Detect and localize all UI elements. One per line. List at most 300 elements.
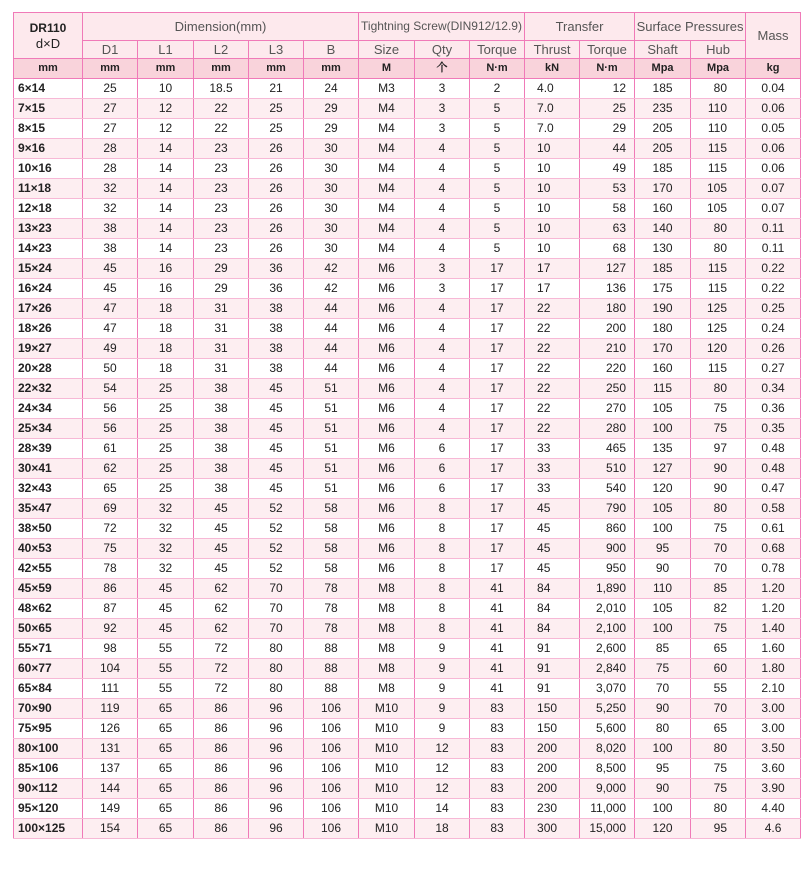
value-cell: 22 <box>194 119 249 139</box>
value-cell: 22 <box>525 359 580 379</box>
value-cell: 9 <box>415 659 470 679</box>
value-cell: 83 <box>470 759 525 779</box>
value-cell: 45 <box>194 519 249 539</box>
surface-group-header: Surface Pressures <box>635 13 746 41</box>
value-cell: 38 <box>194 439 249 459</box>
column-header: Hub <box>691 41 746 59</box>
value-cell: 250 <box>580 379 635 399</box>
table-row <box>14 779 801 799</box>
value-cell: 75 <box>635 659 691 679</box>
size-cell: 30×41 <box>14 459 83 479</box>
value-cell: 9,000 <box>580 779 635 799</box>
value-cell: 4.0 <box>525 79 580 99</box>
value-cell: 30 <box>304 139 359 159</box>
size-cell: 28×39 <box>14 439 83 459</box>
table-row <box>14 379 801 399</box>
value-cell: 111 <box>83 679 138 699</box>
size-cell: 35×47 <box>14 499 83 519</box>
value-cell: 235 <box>635 99 691 119</box>
value-cell: 4 <box>415 139 470 159</box>
size-cell: 25×34 <box>14 419 83 439</box>
value-cell: 55 <box>138 639 194 659</box>
table-body <box>14 79 801 839</box>
value-cell: 135 <box>635 439 691 459</box>
value-cell: 88 <box>304 639 359 659</box>
value-cell: 3 <box>415 99 470 119</box>
size-cell: 11×18 <box>14 179 83 199</box>
value-cell: 15,000 <box>580 819 635 839</box>
value-cell: 0.07 <box>746 199 801 219</box>
value-cell: 25 <box>249 99 304 119</box>
value-cell: 5 <box>470 139 525 159</box>
table-row <box>14 519 801 539</box>
value-cell: M6 <box>359 279 415 299</box>
value-cell: 2,100 <box>580 619 635 639</box>
size-cell: 8×15 <box>14 119 83 139</box>
value-cell: 126 <box>83 719 138 739</box>
value-cell: 28 <box>83 139 138 159</box>
value-cell: 95 <box>635 759 691 779</box>
value-cell: 7.0 <box>525 119 580 139</box>
table-row <box>14 659 801 679</box>
value-cell: 22 <box>525 339 580 359</box>
value-cell: 12 <box>580 79 635 99</box>
value-cell: 21 <box>249 79 304 99</box>
value-cell: 49 <box>83 339 138 359</box>
value-cell: 80 <box>249 679 304 699</box>
value-cell: 26 <box>249 219 304 239</box>
value-cell: 110 <box>691 99 746 119</box>
value-cell: 45 <box>138 619 194 639</box>
value-cell: 90 <box>635 779 691 799</box>
value-cell: 51 <box>304 419 359 439</box>
value-cell: 51 <box>304 439 359 459</box>
value-cell: 50 <box>83 359 138 379</box>
value-cell: 98 <box>83 639 138 659</box>
value-cell: 42 <box>304 259 359 279</box>
value-cell: 78 <box>304 599 359 619</box>
value-cell: 80 <box>691 799 746 819</box>
value-cell: 14 <box>415 799 470 819</box>
unit-cell: Mpa <box>691 59 746 79</box>
value-cell: 115 <box>691 159 746 179</box>
value-cell: 185 <box>635 79 691 99</box>
value-cell: 3.00 <box>746 719 801 739</box>
value-cell: 25 <box>249 119 304 139</box>
value-cell: 22 <box>525 319 580 339</box>
value-cell: 115 <box>691 259 746 279</box>
value-cell: 3 <box>415 119 470 139</box>
table-row <box>14 719 801 739</box>
value-cell: 150 <box>525 699 580 719</box>
size-cell: 9×16 <box>14 139 83 159</box>
value-cell: 45 <box>249 379 304 399</box>
value-cell: 154 <box>83 819 138 839</box>
size-cell: 38×50 <box>14 519 83 539</box>
value-cell: 0.06 <box>746 139 801 159</box>
value-cell: 106 <box>304 719 359 739</box>
value-cell: 280 <box>580 419 635 439</box>
size-cell: 17×26 <box>14 299 83 319</box>
value-cell: 30 <box>304 159 359 179</box>
value-cell: 23 <box>194 179 249 199</box>
size-cell: 24×34 <box>14 399 83 419</box>
value-cell: 22 <box>525 419 580 439</box>
value-cell: 149 <box>83 799 138 819</box>
table-row <box>14 559 801 579</box>
value-cell: 45 <box>83 259 138 279</box>
value-cell: 96 <box>249 779 304 799</box>
value-cell: 25 <box>138 459 194 479</box>
value-cell: 14 <box>138 199 194 219</box>
value-cell: 8 <box>415 559 470 579</box>
value-cell: 14 <box>138 179 194 199</box>
value-cell: 170 <box>635 339 691 359</box>
size-cell: 65×84 <box>14 679 83 699</box>
value-cell: 106 <box>304 819 359 839</box>
value-cell: 78 <box>304 579 359 599</box>
value-cell: M4 <box>359 239 415 259</box>
value-cell: 205 <box>635 119 691 139</box>
size-cell: 60×77 <box>14 659 83 679</box>
size-cell: 19×27 <box>14 339 83 359</box>
value-cell: 115 <box>691 279 746 299</box>
size-cell: 16×24 <box>14 279 83 299</box>
value-cell: 44 <box>304 319 359 339</box>
value-cell: 190 <box>635 299 691 319</box>
value-cell: 0.47 <box>746 479 801 499</box>
value-cell: 38 <box>83 219 138 239</box>
value-cell: 29 <box>304 99 359 119</box>
value-cell: 38 <box>194 379 249 399</box>
value-cell: 52 <box>249 519 304 539</box>
value-cell: 120 <box>691 339 746 359</box>
table-row <box>14 179 801 199</box>
column-header: L2 <box>194 41 249 59</box>
value-cell: 0.36 <box>746 399 801 419</box>
value-cell: 25 <box>83 79 138 99</box>
value-cell: 62 <box>194 599 249 619</box>
size-cell: 85×106 <box>14 759 83 779</box>
table-row <box>14 399 801 419</box>
value-cell: 4.6 <box>746 819 801 839</box>
value-cell: 230 <box>525 799 580 819</box>
value-cell: 90 <box>635 559 691 579</box>
value-cell: 26 <box>249 179 304 199</box>
value-cell: 23 <box>194 239 249 259</box>
value-cell: M6 <box>359 319 415 339</box>
value-cell: 80 <box>691 239 746 259</box>
value-cell: 38 <box>194 459 249 479</box>
value-cell: 17 <box>470 539 525 559</box>
value-cell: 45 <box>138 579 194 599</box>
value-cell: 119 <box>83 699 138 719</box>
value-cell: 36 <box>249 259 304 279</box>
value-cell: 84 <box>525 619 580 639</box>
value-cell: 45 <box>194 559 249 579</box>
value-cell: 4 <box>415 419 470 439</box>
value-cell: 55 <box>138 659 194 679</box>
size-cell: 10×16 <box>14 159 83 179</box>
table-row <box>14 159 801 179</box>
value-cell: 4 <box>415 219 470 239</box>
value-cell: 75 <box>691 779 746 799</box>
value-cell: M6 <box>359 479 415 499</box>
value-cell: 41 <box>470 579 525 599</box>
value-cell: 0.06 <box>746 99 801 119</box>
table-row <box>14 339 801 359</box>
value-cell: 38 <box>249 359 304 379</box>
value-cell: 1.20 <box>746 579 801 599</box>
value-cell: 18.5 <box>194 79 249 99</box>
value-cell: 5 <box>470 239 525 259</box>
value-cell: 65 <box>138 699 194 719</box>
value-cell: 10 <box>525 139 580 159</box>
value-cell: 65 <box>138 819 194 839</box>
value-cell: 125 <box>691 299 746 319</box>
value-cell: 17 <box>470 319 525 339</box>
value-cell: 75 <box>691 619 746 639</box>
size-cell: 40×53 <box>14 539 83 559</box>
value-cell: 3 <box>415 279 470 299</box>
value-cell: 29 <box>194 259 249 279</box>
value-cell: 17 <box>470 379 525 399</box>
value-cell: 88 <box>304 679 359 699</box>
value-cell: 30 <box>304 239 359 259</box>
value-cell: 5 <box>470 99 525 119</box>
value-cell: 9 <box>415 639 470 659</box>
value-cell: 105 <box>691 199 746 219</box>
value-cell: 90 <box>635 699 691 719</box>
value-cell: 80 <box>249 639 304 659</box>
value-cell: 3 <box>415 259 470 279</box>
value-cell: 26 <box>249 159 304 179</box>
value-cell: 62 <box>194 619 249 639</box>
value-cell: 61 <box>83 439 138 459</box>
value-cell: 17 <box>470 359 525 379</box>
value-cell: 1,890 <box>580 579 635 599</box>
value-cell: M6 <box>359 519 415 539</box>
value-cell: 0.34 <box>746 379 801 399</box>
unit-cell: N·m <box>470 59 525 79</box>
value-cell: M6 <box>359 359 415 379</box>
value-cell: 4.40 <box>746 799 801 819</box>
value-cell: 106 <box>304 759 359 779</box>
value-cell: 210 <box>580 339 635 359</box>
table-row <box>14 279 801 299</box>
table-row <box>14 419 801 439</box>
value-cell: 0.26 <box>746 339 801 359</box>
value-cell: 17 <box>470 519 525 539</box>
value-cell: 97 <box>691 439 746 459</box>
value-cell: M6 <box>359 259 415 279</box>
transfer-group-header: Transfer <box>525 13 635 41</box>
column-header: L1 <box>138 41 194 59</box>
value-cell: 36 <box>249 279 304 299</box>
unit-cell: M <box>359 59 415 79</box>
unit-cell: 个 <box>415 59 470 79</box>
value-cell: 58 <box>304 559 359 579</box>
value-cell: 26 <box>249 139 304 159</box>
value-cell: 115 <box>691 359 746 379</box>
value-cell: 1.20 <box>746 599 801 619</box>
unit-cell: N·m <box>580 59 635 79</box>
value-cell: 33 <box>525 459 580 479</box>
value-cell: M6 <box>359 499 415 519</box>
table-row <box>14 199 801 219</box>
value-cell: 0.06 <box>746 159 801 179</box>
value-cell: 100 <box>635 419 691 439</box>
value-cell: 2,600 <box>580 639 635 659</box>
value-cell: 5 <box>470 219 525 239</box>
value-cell: 9 <box>415 719 470 739</box>
value-cell: 65 <box>83 479 138 499</box>
value-cell: 160 <box>635 199 691 219</box>
value-cell: 4 <box>415 339 470 359</box>
value-cell: 49 <box>580 159 635 179</box>
value-cell: 8 <box>415 499 470 519</box>
value-cell: 58 <box>304 539 359 559</box>
table-row <box>14 579 801 599</box>
value-cell: 110 <box>691 119 746 139</box>
value-cell: 17 <box>470 279 525 299</box>
value-cell: 45 <box>249 459 304 479</box>
column-header: B <box>304 41 359 59</box>
value-cell: 29 <box>580 119 635 139</box>
value-cell: 70 <box>249 579 304 599</box>
value-cell: 38 <box>249 319 304 339</box>
value-cell: M10 <box>359 819 415 839</box>
value-cell: 56 <box>83 419 138 439</box>
value-cell: 0.58 <box>746 499 801 519</box>
value-cell: 88 <box>304 659 359 679</box>
value-cell: 18 <box>415 819 470 839</box>
value-cell: 3.00 <box>746 699 801 719</box>
table-row <box>14 359 801 379</box>
value-cell: 160 <box>635 359 691 379</box>
value-cell: 12 <box>415 779 470 799</box>
value-cell: M4 <box>359 159 415 179</box>
value-cell: 38 <box>83 239 138 259</box>
value-cell: 86 <box>194 699 249 719</box>
value-cell: 540 <box>580 479 635 499</box>
value-cell: 80 <box>691 219 746 239</box>
value-cell: 55 <box>691 679 746 699</box>
value-cell: 136 <box>580 279 635 299</box>
table-row <box>14 319 801 339</box>
value-cell: 3.50 <box>746 739 801 759</box>
value-cell: 4 <box>415 199 470 219</box>
value-cell: 65 <box>138 779 194 799</box>
value-cell: 16 <box>138 279 194 299</box>
value-cell: 70 <box>691 539 746 559</box>
value-cell: M8 <box>359 599 415 619</box>
table-row <box>14 119 801 139</box>
value-cell: 16 <box>138 259 194 279</box>
value-cell: 45 <box>525 519 580 539</box>
value-cell: 45 <box>249 479 304 499</box>
value-cell: 86 <box>83 579 138 599</box>
value-cell: 72 <box>194 679 249 699</box>
value-cell: 106 <box>304 779 359 799</box>
value-cell: 84 <box>525 579 580 599</box>
value-cell: 45 <box>194 539 249 559</box>
table-row <box>14 439 801 459</box>
value-cell: 41 <box>470 619 525 639</box>
value-cell: 6 <box>415 459 470 479</box>
value-cell: 75 <box>691 419 746 439</box>
value-cell: 78 <box>304 619 359 639</box>
value-cell: 45 <box>249 419 304 439</box>
table-row <box>14 619 801 639</box>
value-cell: 175 <box>635 279 691 299</box>
value-cell: 200 <box>525 759 580 779</box>
value-cell: 5,600 <box>580 719 635 739</box>
value-cell: 220 <box>580 359 635 379</box>
value-cell: 12 <box>138 119 194 139</box>
value-cell: 38 <box>194 479 249 499</box>
value-cell: 29 <box>304 119 359 139</box>
unit-cell: kg <box>746 59 801 79</box>
value-cell: 4 <box>415 359 470 379</box>
mass-group-header: Mass <box>746 13 801 59</box>
value-cell: M4 <box>359 199 415 219</box>
size-cell: 55×71 <box>14 639 83 659</box>
value-cell: 17 <box>470 259 525 279</box>
value-cell: 65 <box>138 799 194 819</box>
value-cell: 96 <box>249 719 304 739</box>
value-cell: 25 <box>138 419 194 439</box>
value-cell: 54 <box>83 379 138 399</box>
value-cell: 2,010 <box>580 599 635 619</box>
value-cell: 32 <box>138 539 194 559</box>
unit-cell: mm <box>138 59 194 79</box>
value-cell: 137 <box>83 759 138 779</box>
value-cell: 52 <box>249 559 304 579</box>
value-cell: 80 <box>691 79 746 99</box>
value-cell: 80 <box>691 739 746 759</box>
value-cell: 23 <box>194 139 249 159</box>
value-cell: 86 <box>194 799 249 819</box>
value-cell: 14 <box>138 159 194 179</box>
value-cell: 30 <box>304 179 359 199</box>
value-cell: 75 <box>691 399 746 419</box>
size-cell: 45×59 <box>14 579 83 599</box>
value-cell: M6 <box>359 379 415 399</box>
size-cell: 13×23 <box>14 219 83 239</box>
value-cell: 65 <box>138 739 194 759</box>
value-cell: 1.80 <box>746 659 801 679</box>
value-cell: 17 <box>470 459 525 479</box>
value-cell: 91 <box>525 659 580 679</box>
value-cell: 0.48 <box>746 439 801 459</box>
value-cell: 41 <box>470 639 525 659</box>
value-cell: 185 <box>635 259 691 279</box>
value-cell: 9 <box>415 679 470 699</box>
value-cell: 105 <box>691 179 746 199</box>
value-cell: 38 <box>194 399 249 419</box>
value-cell: 11,000 <box>580 799 635 819</box>
value-cell: 200 <box>580 319 635 339</box>
value-cell: 0.68 <box>746 539 801 559</box>
value-cell: 4 <box>415 319 470 339</box>
size-cell: 50×65 <box>14 619 83 639</box>
value-cell: 83 <box>470 719 525 739</box>
value-cell: 31 <box>194 299 249 319</box>
value-cell: 86 <box>194 759 249 779</box>
value-cell: 58 <box>304 519 359 539</box>
table-row <box>14 599 801 619</box>
